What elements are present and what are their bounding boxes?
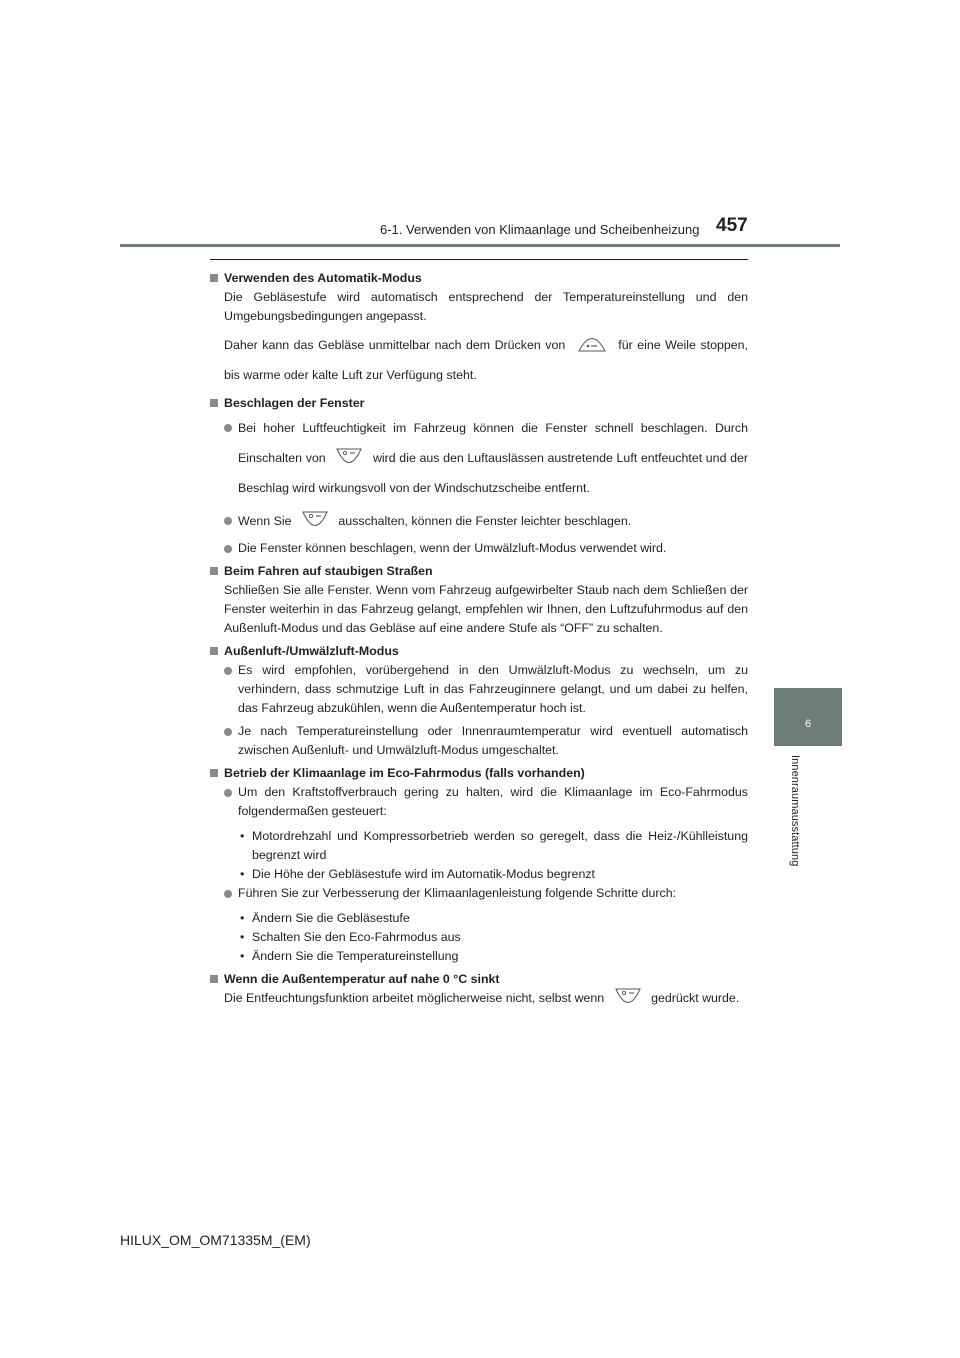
square-bullet-icon [210, 274, 218, 282]
header-rule [120, 244, 840, 247]
paragraph [210, 989, 748, 1008]
sub-list-item [210, 865, 748, 884]
sub-list-item [210, 827, 748, 865]
section-heading-text: Wenn die Außentemperatur auf nahe 0 °C sinkt [224, 972, 500, 986]
list-item [210, 509, 748, 533]
content-top-rule [210, 259, 748, 260]
round-bullet-icon [224, 667, 232, 675]
list-item-text: Es wird empfohlen, vorübergehend in den Umwälzluft-Modus zu wechseln, um zu verhindern, dass schmutzige Luft in das Fahrzeuginnere gelangt, und um dabei zu helfen, das Fahrzeug abzukühlen, wenn die Außentemperatur hoch ist. [238, 663, 748, 715]
round-bullet-icon [224, 789, 232, 797]
section-heading-text: Außenluft-/Umwälzluft-Modus [224, 644, 399, 658]
paragraph-text: für eine Weile stoppen, bis warme oder kalte Luft zur Verfügung steht. [224, 338, 748, 382]
section-heading-text: Verwenden des Automatik-Modus [224, 271, 422, 285]
list-item-text: Wenn Sie [238, 514, 292, 528]
paragraph-text: gedrückt wurde. [651, 991, 740, 1005]
section-heading-text: Betrieb der Klimaanlage im Eco-Fahrmodus (falls vorhanden) [224, 766, 585, 780]
sub-bullet-marker: • [240, 867, 245, 881]
round-bullet-icon [224, 728, 232, 736]
square-bullet-icon [210, 975, 218, 983]
sub-list-item [210, 909, 748, 928]
sub-list-item [210, 947, 748, 966]
chapter-number: 6 [804, 718, 812, 730]
square-bullet-icon [210, 647, 218, 655]
list-item-text: Die Fenster können beschlagen, wenn der Umwälzluft-Modus verwendet wird. [238, 541, 667, 555]
list-item [210, 783, 748, 821]
sub-list-item-text: Schalten Sie den Eco-Fahrmodus aus [252, 930, 461, 944]
chapter-tab [774, 688, 842, 746]
section-heading-text: Beim Fahren auf staubigen Straßen [224, 564, 433, 578]
sub-list-item-text: Ändern Sie die Gebläsestufe [252, 911, 410, 925]
list-item [210, 661, 748, 718]
sub-list-item-text: Motordrehzahl und Kompressorbetrieb werden so geregelt, dass die Heiz-/Kühlleistung begrenzt wird [252, 829, 748, 862]
sub-bullet-marker: • [240, 911, 245, 925]
ac-button-icon [335, 446, 363, 466]
list-item-text: Bei hoher Luftfeuchtigkeit im Fahrzeug können die Fenster schnell beschlagen. Durch Einschalten von [238, 421, 748, 465]
sub-bullet-marker: • [240, 949, 245, 963]
list-item-text: Führen Sie zur Verbesserung der Klimaanlagenleistung folgende Schritte durch: [238, 886, 677, 900]
round-bullet-icon [224, 424, 232, 432]
list-item [210, 884, 748, 903]
section-heading [210, 642, 748, 661]
round-bullet-icon [224, 890, 232, 898]
section-heading [210, 394, 748, 413]
ac-button-icon [301, 509, 329, 529]
square-bullet-icon [210, 399, 218, 407]
paragraph: Schließen Sie alle Fenster. Wenn vom Fahrzeug aufgewirbelter Staub nach dem Schließen der Fenster weiterhin in das Fahrzeug gelangt, empfehlen wir Ihnen, den Luftzufuhrmodus auf den Außenluft-Modus und das Gebläse auf eine andere Stufe als “OFF” zu schalten. [224, 583, 748, 635]
paragraph [210, 330, 748, 390]
section-heading [210, 269, 748, 288]
list-item [210, 413, 748, 503]
square-bullet-icon [210, 769, 218, 777]
section-heading [210, 764, 748, 783]
section-heading [210, 562, 748, 581]
round-bullet-icon [224, 517, 232, 525]
paragraph-text: Daher kann das Gebläse unmittelbar nach dem Drücken von [224, 338, 566, 352]
sub-list-item [210, 928, 748, 947]
page-number: 457 [716, 215, 748, 236]
list-item [210, 722, 748, 760]
list-item-text: wird die aus den Luftauslässen austretende Luft entfeuchtet und der Beschlag wird wirkungsvoll von der Windschutzscheibe entfernt. [238, 451, 748, 495]
sub-bullet-marker: • [240, 930, 245, 944]
paragraph: Die Gebläsestufe wird automatisch entsprechend der Temperatureinstellung und den Umgebungsbedingungen angepasst. [224, 290, 748, 323]
paragraph-text: Die Entfeuchtungsfunktion arbeitet möglicherweise nicht, selbst wenn [224, 991, 605, 1005]
section-title: 6-1. Verwenden von Klimaanlage und Scheibenheizung [380, 222, 700, 237]
list-item-text: Um den Kraftstoffverbrauch gering zu halten, wird die Klimaanlage im Eco-Fahrmodus folgendermaßen gesteuert: [238, 785, 748, 818]
sub-bullet-marker: • [240, 829, 245, 843]
chapter-title: Innenraumausstattung [789, 755, 801, 867]
section-heading-text: Beschlagen der Fenster [224, 396, 365, 410]
section-heading [210, 970, 748, 989]
square-bullet-icon [210, 567, 218, 575]
sub-list-item-text: Die Höhe der Gebläsestufe wird im Automatik-Modus begrenzt [252, 867, 595, 881]
list-item [210, 539, 748, 558]
sub-list-item-text: Ändern Sie die Temperatureinstellung [252, 949, 459, 963]
document-code: HILUX_OM_OM71335M_(EM) [120, 1232, 311, 1248]
round-bullet-icon [224, 545, 232, 553]
page-content [210, 269, 748, 1008]
list-item-text: ausschalten, können die Fenster leichter beschlagen. [338, 514, 632, 528]
list-item-text: Je nach Temperatureinstellung oder Innenraumtemperatur wird eventuell automatisch zwischen Außenluft- und Umwälzluft-Modus umgeschaltet. [238, 724, 748, 757]
fan-mode-button-icon [576, 332, 608, 354]
